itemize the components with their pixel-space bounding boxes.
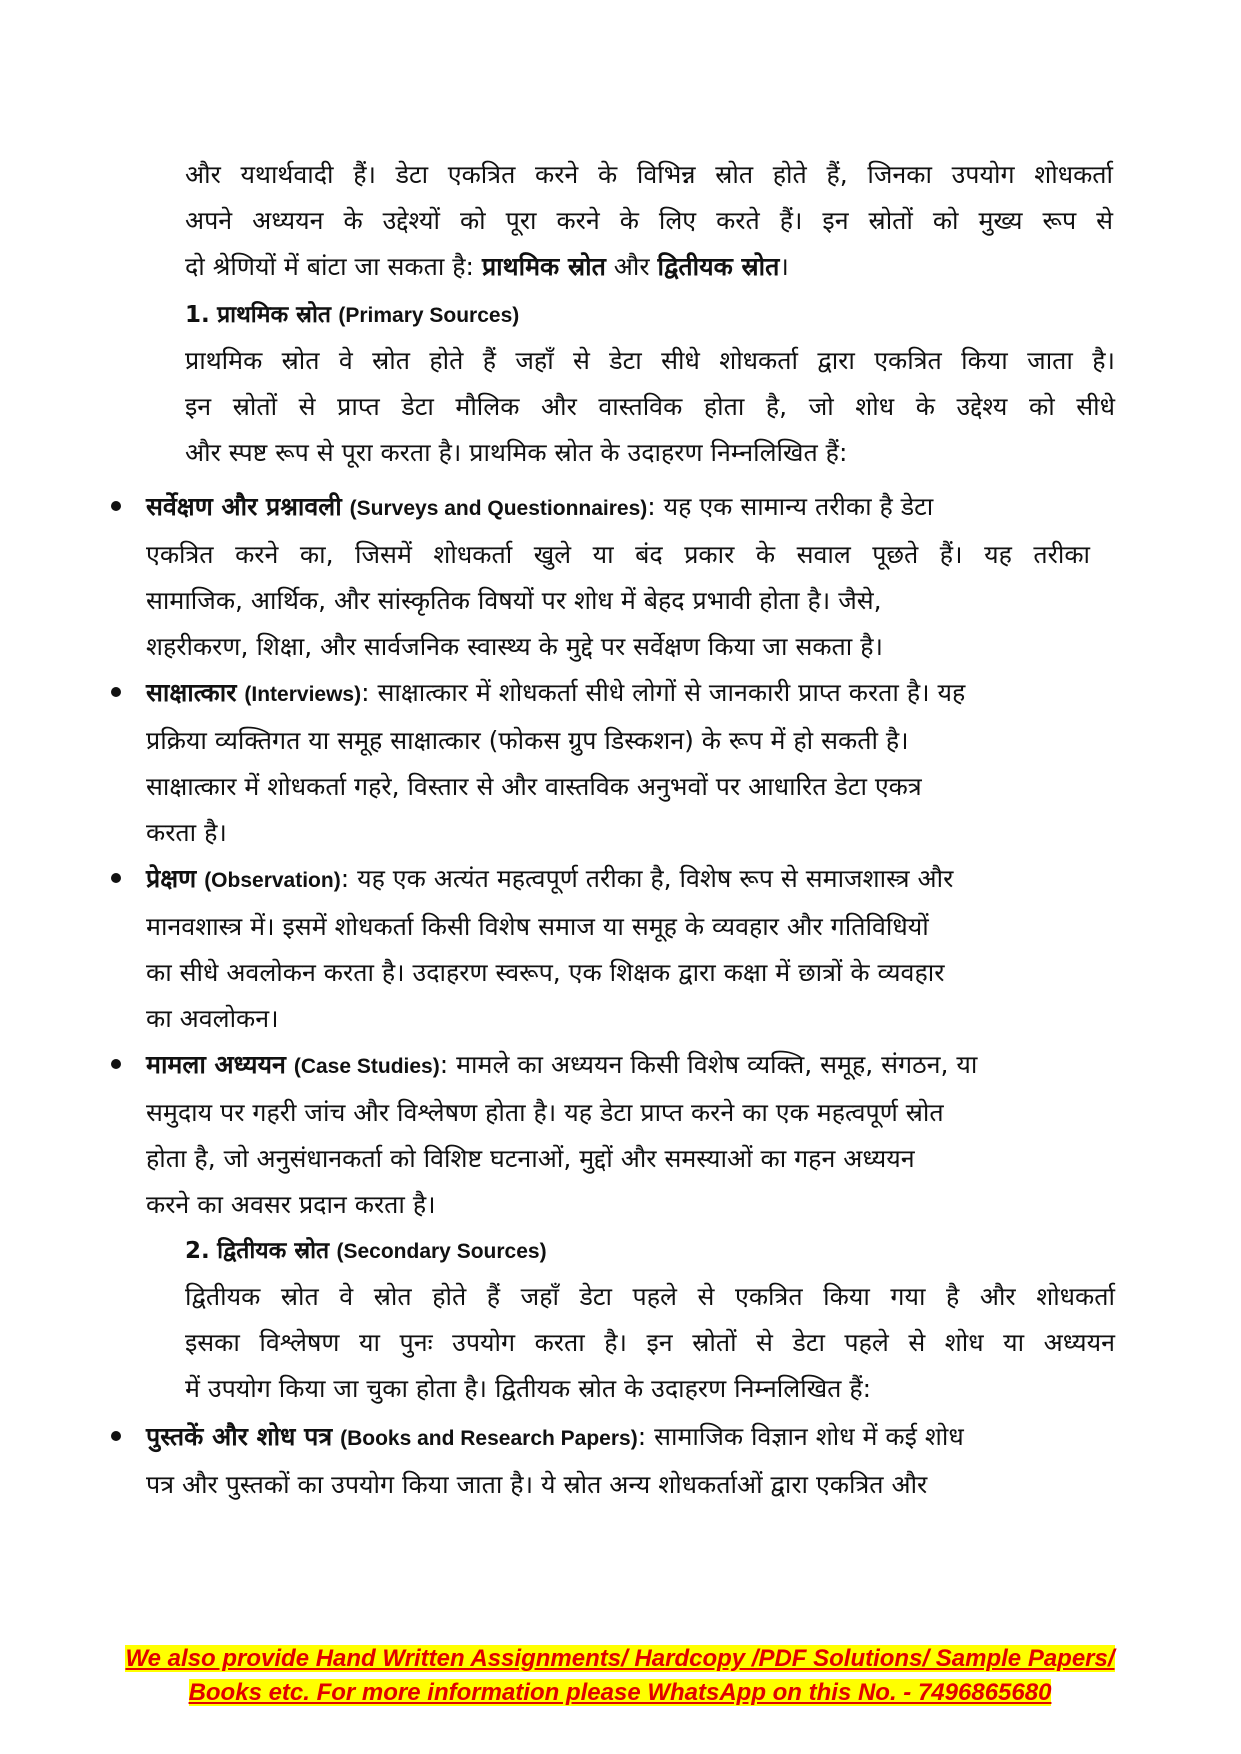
promo-footer [95,1642,1145,1710]
bullet-icon [111,501,121,511]
list-item-books [146,1414,1106,1508]
text-line: शहरीकरण, शिक्षा, और सार्वजनिक स्वास्थ्य के मुद्दे पर सर्वेक्षण किया जा सकता है। [146,632,883,661]
text-line: इन स्रोतों से प्राप्त डेटा मौलिक और वास्तविक होता है, जो शोध के उद्देश्य को सीधे [185,392,1115,421]
footer-line: We also provide Hand Written Assignments/ Hardcopy /PDF Solutions/ Sample Papers/ [125,1645,1115,1672]
bullet-icon [111,1059,121,1069]
text-line: पत्र और पुस्तकों का उपयोग किया जाता है। ये स्रोत अन्य शोधकर्ताओं द्वारा एकत्रित और [146,1470,928,1499]
text-line: द्वितीयक स्रोत वे स्रोत होते हैं जहाँ डेटा पहले से एकत्रित किया गया है और शोधकर्ता [185,1282,1115,1311]
text-line: दो श्रेणियों में बांटा जा सकता है: प्राथमिक स्रोत और द्वितीयक स्रोत। [185,252,789,281]
text-line: साक्षात्कार (Interviews): साक्षात्कार में शोधकर्ता सीधे लोगों से जानकारी प्राप्त करता है। यह [146,678,966,707]
primary-sources-paragraph [185,338,1115,476]
text-line: मामला अध्ययन (Case Studies): मामले का अध्ययन किसी विशेष व्यक्ति, समूह, संगठन, या [146,1050,978,1079]
list-item-interviews [146,670,1106,856]
list-item-observation [146,856,1106,1042]
list-item-surveys [146,484,1090,670]
intro-paragraph [185,152,1113,290]
text-line: का अवलोकन। [146,1004,279,1033]
text-line: सर्वेक्षण और प्रश्नावली (Surveys and Questionnaires): यह एक सामान्य तरीका है डेटा [146,492,934,521]
text-line: प्रेक्षण (Observation): यह एक अत्यंत महत्वपूर्ण तरीका है, विशेष रूप से समाजशास्त्र और [146,864,954,893]
text-line: होता है, जो अनुसंधानकर्ता को विशिष्ट घटनाओं, मुद्दों और समस्याओं का गहन अध्ययन [146,1144,915,1173]
text-line: प्रक्रिया व्यक्तिगत या समूह साक्षात्कार (फोकस ग्रुप डिस्कशन) के रूप में हो सकती है। [146,726,909,755]
text-line: प्राथमिक स्रोत वे स्रोत होते हैं जहाँ से डेटा सीधे शोधकर्ता द्वारा एकत्रित किया जाता है। [185,346,1115,375]
secondary-sources-heading: 2. द्वितीयक स्रोत (Secondary Sources) [185,1238,547,1264]
text-line: और यथार्थवादी हैं। डेटा एकत्रित करने के विभिन्न स्रोत होते हैं, जिनका उपयोग शोधकर्ता [185,160,1113,189]
text-line: करने का अवसर प्रदान करता है। [146,1190,436,1219]
text-line: समुदाय पर गहरी जांच और विश्लेषण होता है। यह डेटा प्राप्त करने का एक महत्वपूर्ण स्रोत [146,1098,944,1127]
bullet-icon [111,1431,121,1441]
primary-sources-term: प्राथमिक स्रोत [481,252,606,281]
text-line: साक्षात्कार में शोधकर्ता गहरे, विस्तार से और वास्तविक अनुभवों पर आधारित डेटा एकत्र [146,772,922,801]
bullet-icon [111,687,121,697]
text-line: एकत्रित करने का, जिसमें शोधकर्ता खुले या बंद प्रकार के सवाल पूछते हैं। यह तरीका [146,540,1090,569]
secondary-sources-term: द्वितीयक स्रोत [657,252,780,281]
text-line: करता है। [146,818,227,847]
text-line: पुस्तकें और शोध पत्र (Books and Research Papers): सामाजिक विज्ञान शोध में कई शोध [146,1422,964,1451]
text-line: में उपयोग किया जा चुका होता है। द्वितीयक स्रोत के उदाहरण निम्नलिखित हैं: [185,1374,872,1403]
text-line: सामाजिक, आर्थिक, और सांस्कृतिक विषयों पर शोध में बेहद प्रभावी होता है। जैसे, [146,586,882,615]
primary-sources-heading: 1. प्राथमिक स्रोत (Primary Sources) [185,302,520,328]
footer-line: Books etc. For more information please WhatsApp on this No. - 7496865680 [188,1679,1052,1706]
text-line: अपने अध्ययन के उद्देश्यों को पूरा करने के लिए करते हैं। इन स्रोतों को मुख्य रूप से [185,206,1113,235]
text-line: मानवशास्त्र में। इसमें शोधकर्ता किसी विशेष समाज या समूह के व्यवहार और गतिविधियों [146,912,929,941]
bullet-icon [111,873,121,883]
secondary-sources-paragraph [185,1274,1115,1412]
text-line: इसका विश्लेषण या पुनः उपयोग करता है। इन स्रोतों से डेटा पहले से शोध या अध्ययन [185,1328,1115,1357]
text-line: का सीधे अवलोकन करता है। उदाहरण स्वरूप, एक शिक्षक द्वारा कक्षा में छात्रों के व्यवहार [146,958,945,987]
text-line: और स्पष्ट रूप से पूरा करता है। प्राथमिक स्रोत के उदाहरण निम्नलिखित हैं: [185,438,848,467]
list-item-case-studies [146,1042,1106,1228]
